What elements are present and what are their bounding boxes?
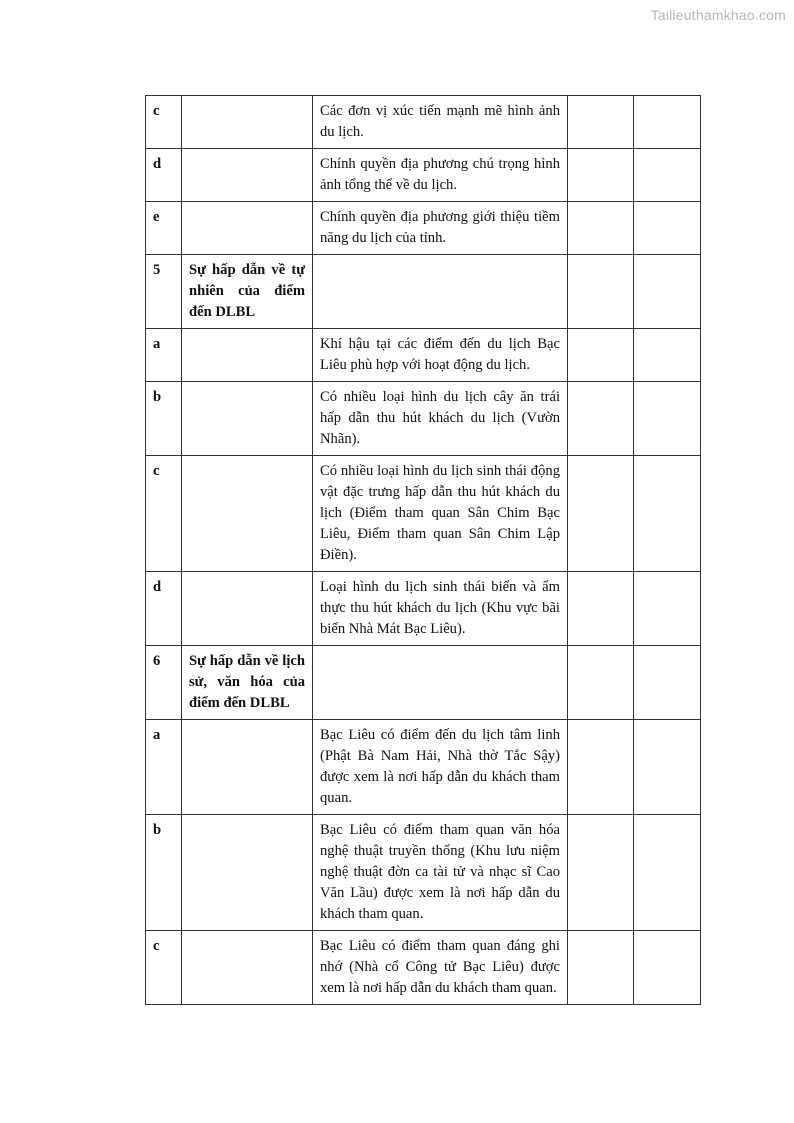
row-number: b: [146, 815, 182, 931]
rating-cell-2: [634, 96, 701, 149]
row-number: d: [146, 149, 182, 202]
category-cell: [182, 96, 313, 149]
survey-table: [145, 95, 701, 1005]
category-cell: [182, 931, 313, 1005]
rating-cell-1: [568, 815, 634, 931]
table-row: [146, 931, 701, 1005]
rating-cell-1: [568, 149, 634, 202]
rating-cell-1: [568, 646, 634, 720]
item-cell: Chính quyền địa phương giới thiệu tiềm năng du lịch của tỉnh.: [313, 202, 568, 255]
survey-table-body: [146, 96, 701, 1005]
table-row: [146, 815, 701, 931]
section-number: 5: [146, 255, 182, 329]
category-cell: [182, 815, 313, 931]
table-row: [146, 456, 701, 572]
table-row: [146, 382, 701, 456]
rating-cell-1: [568, 202, 634, 255]
item-cell: Khí hậu tại các điểm đến du lịch Bạc Liêu phù hợp với hoạt động du lịch.: [313, 329, 568, 382]
table-row: [146, 96, 701, 149]
item-cell: Có nhiều loại hình du lịch sinh thái động vật đặc trưng hấp dẫn thu hút khách du lịch (Điểm tham quan Sân Chim Bạc Liêu, Điểm tham quan Sân Chim Lập Điền).: [313, 456, 568, 572]
table-row: [146, 329, 701, 382]
rating-cell-1: [568, 931, 634, 1005]
rating-cell-2: [634, 149, 701, 202]
rating-cell-2: [634, 720, 701, 815]
table-row-section-header: [146, 646, 701, 720]
category-cell: [182, 720, 313, 815]
table-row-section-header: [146, 255, 701, 329]
row-number: d: [146, 572, 182, 646]
rating-cell-1: [568, 96, 634, 149]
category-cell: [182, 456, 313, 572]
item-cell: [313, 255, 568, 329]
rating-cell-1: [568, 255, 634, 329]
rating-cell-1: [568, 572, 634, 646]
category-cell: [182, 202, 313, 255]
rating-cell-2: [634, 931, 701, 1005]
item-cell: Chính quyền địa phương chú trọng hình ảnh tổng thể về du lịch.: [313, 149, 568, 202]
section-title: Sự hấp dẫn về tự nhiên của điểm đến DLBL: [182, 255, 313, 329]
row-number: a: [146, 720, 182, 815]
category-cell: [182, 149, 313, 202]
rating-cell-1: [568, 720, 634, 815]
rating-cell-2: [634, 572, 701, 646]
row-number: a: [146, 329, 182, 382]
rating-cell-2: [634, 329, 701, 382]
rating-cell-1: [568, 456, 634, 572]
row-number: e: [146, 202, 182, 255]
category-cell: [182, 572, 313, 646]
row-number: b: [146, 382, 182, 456]
item-cell: [313, 646, 568, 720]
category-cell: [182, 382, 313, 456]
table-row: [146, 720, 701, 815]
rating-cell-2: [634, 255, 701, 329]
watermark-text: Tailieuthamkhao.com: [650, 7, 786, 23]
item-cell: Có nhiều loại hình du lịch cây ăn trái hấp dẫn thu hút khách du lịch (Vườn Nhãn).: [313, 382, 568, 456]
row-number: c: [146, 96, 182, 149]
item-cell: Loại hình du lịch sinh thái biển và ẩm thực thu hút khách du lịch (Khu vực bãi biển Nhà Mát Bạc Liêu).: [313, 572, 568, 646]
section-number: 6: [146, 646, 182, 720]
rating-cell-2: [634, 646, 701, 720]
row-number: c: [146, 456, 182, 572]
rating-cell-1: [568, 382, 634, 456]
rating-cell-2: [634, 456, 701, 572]
rating-cell-1: [568, 329, 634, 382]
table-row: [146, 202, 701, 255]
item-cell: Bạc Liêu có điểm đến du lịch tâm linh (Phật Bà Nam Hải, Nhà thờ Tắc Sậy) được xem là nơi hấp dẫn du khách tham quan.: [313, 720, 568, 815]
table-row: [146, 572, 701, 646]
rating-cell-2: [634, 382, 701, 456]
rating-cell-2: [634, 815, 701, 931]
section-title: Sự hấp dẫn về lịch sử, văn hóa của điểm đến DLBL: [182, 646, 313, 720]
row-number: c: [146, 931, 182, 1005]
item-cell: Bạc Liêu có điểm tham quan văn hóa nghệ thuật truyền thống (Khu lưu niệm nghệ thuật đờn ca tài tử và nhạc sĩ Cao Văn Lầu) được xem là nơi hấp dẫn du khách tham quan.: [313, 815, 568, 931]
item-cell: Bạc Liêu có điểm tham quan đáng ghi nhớ (Nhà cổ Công tử Bạc Liêu) được xem là nơi hấp dẫn du khách tham quan.: [313, 931, 568, 1005]
category-cell: [182, 329, 313, 382]
table-row: [146, 149, 701, 202]
rating-cell-2: [634, 202, 701, 255]
item-cell: Các đơn vị xúc tiến mạnh mẽ hình ảnh du lịch.: [313, 96, 568, 149]
